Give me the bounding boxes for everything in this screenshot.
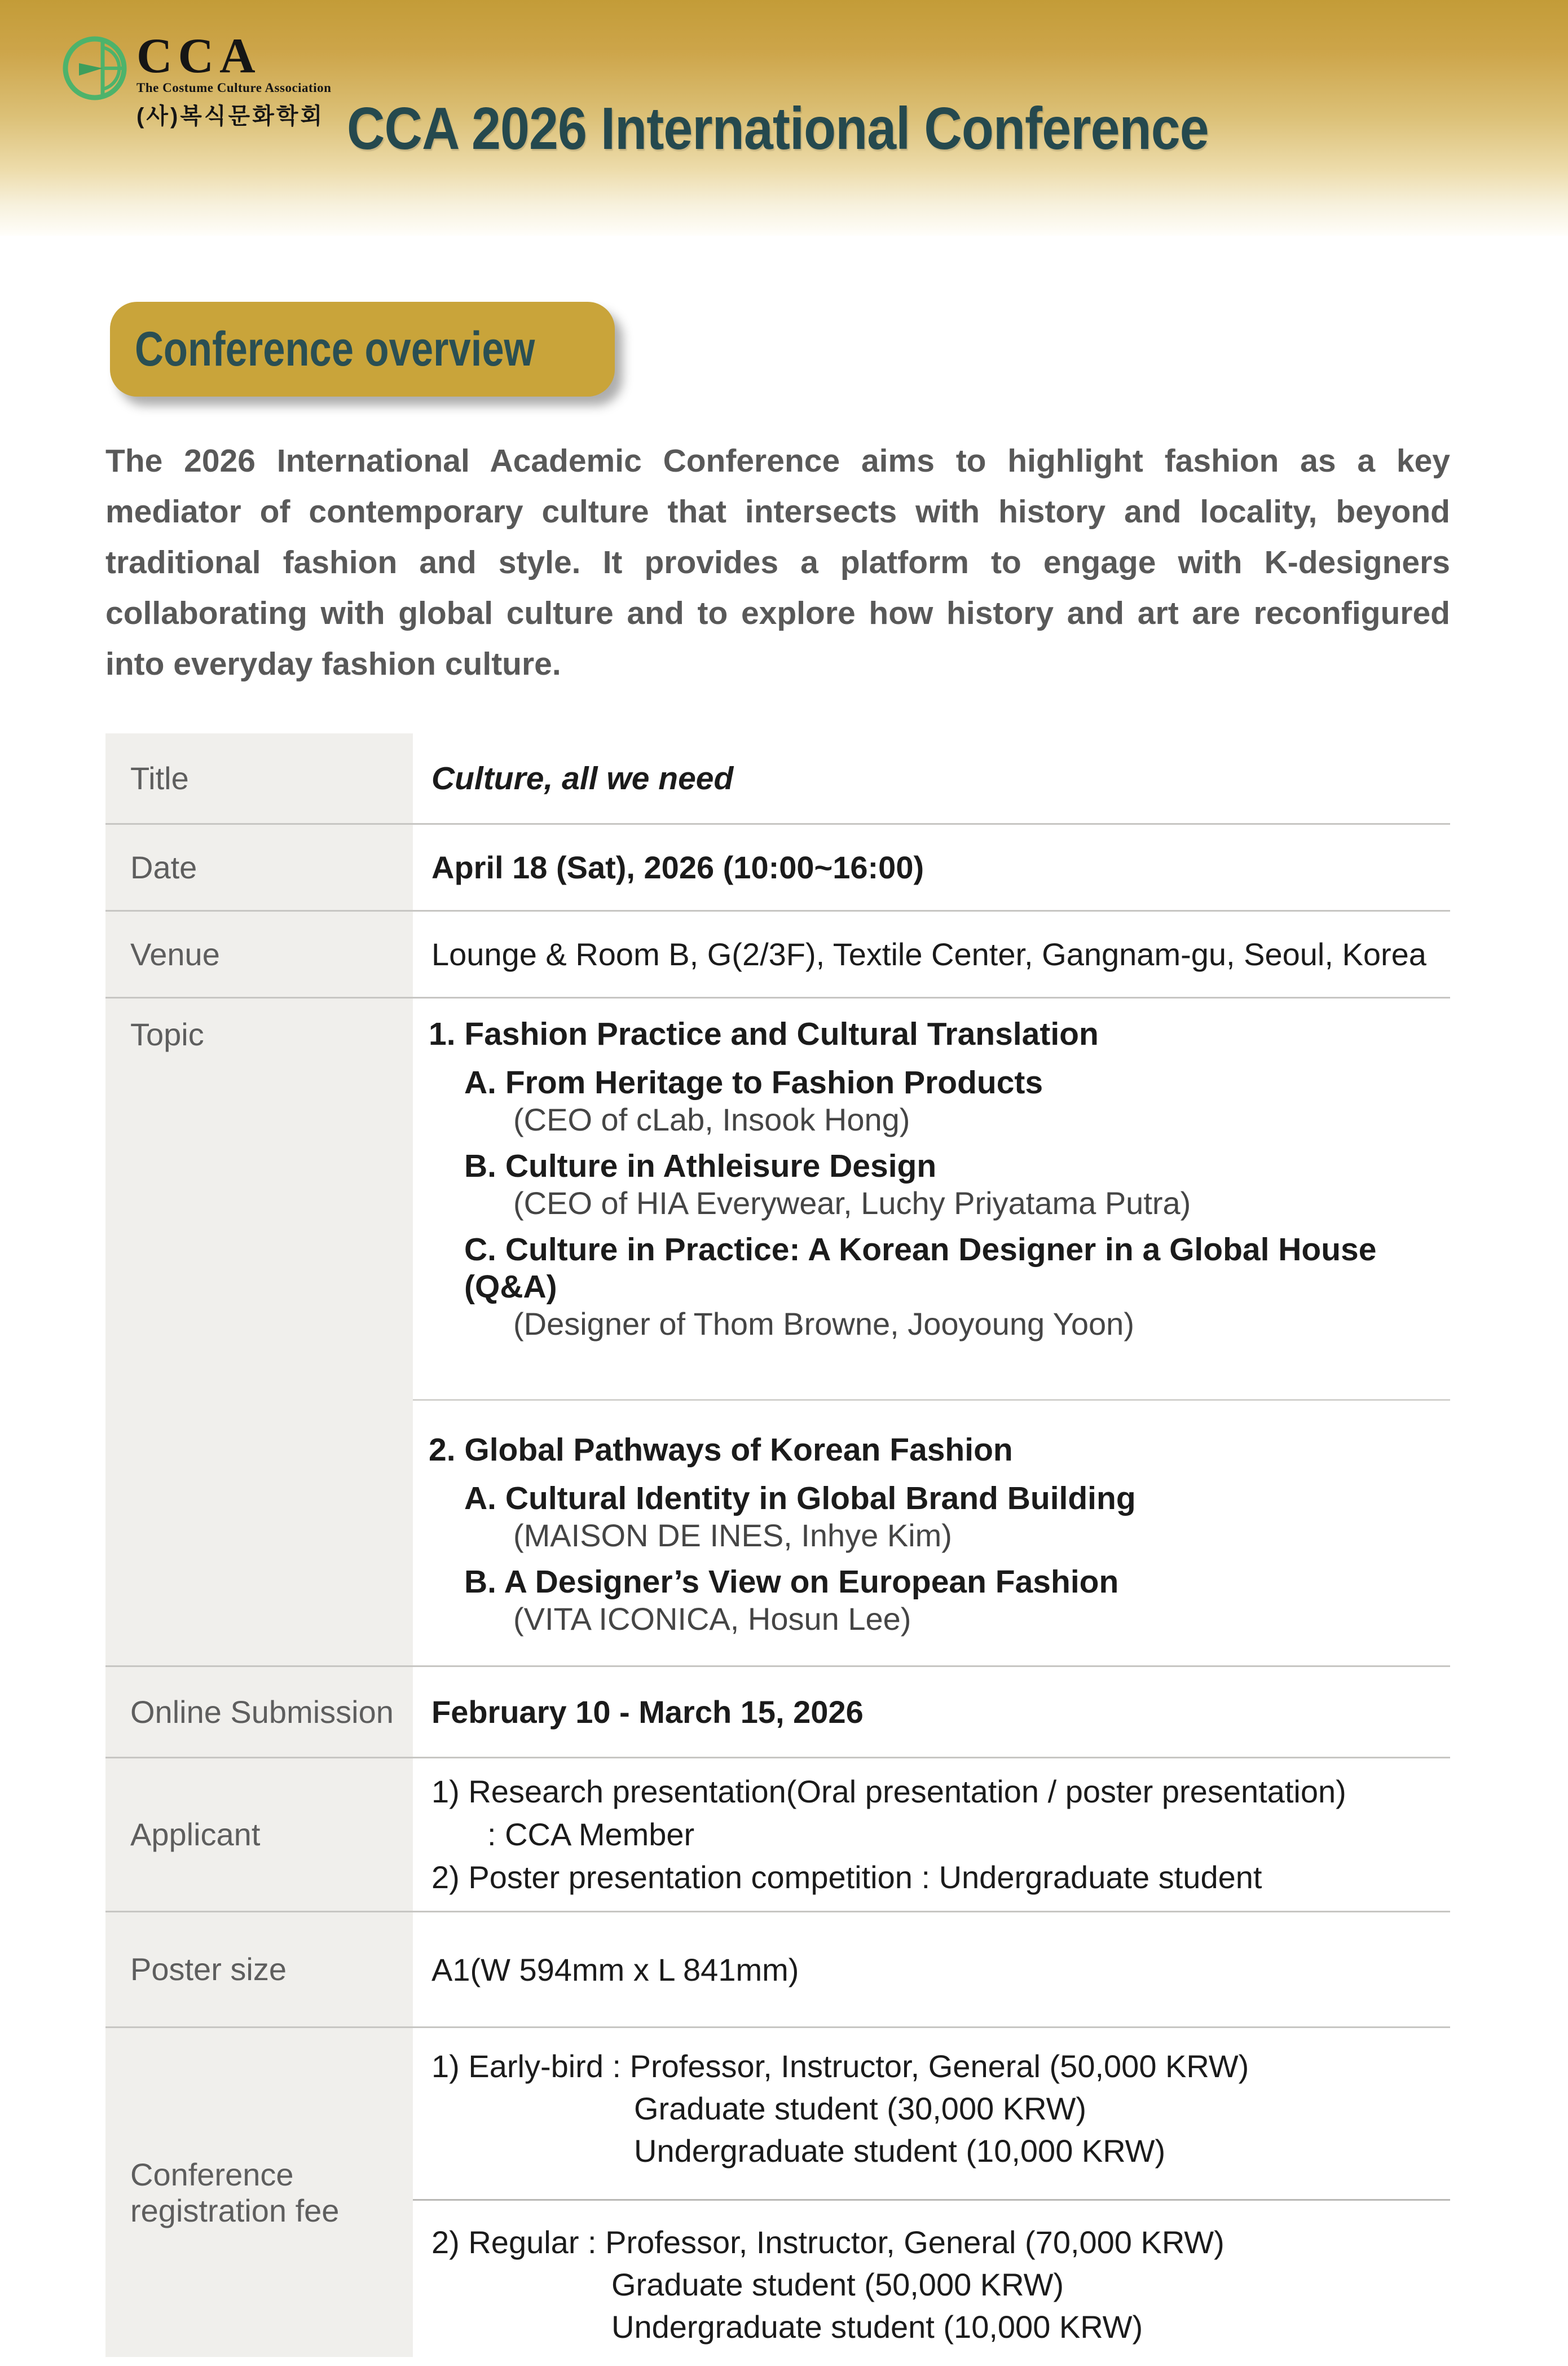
topic-item-title: C. Culture in Practice: A Korean Designer in a Global House (Q&A) (464, 1232, 1377, 1305)
fee-section-divider (413, 2199, 1450, 2201)
row-topic-label: Topic (105, 997, 413, 1665)
fee-regular-line: Undergraduate student (10,000 KRW) (611, 2309, 1143, 2345)
topic-item-speaker: (CEO of cLab, Insook Hong) (513, 1102, 910, 1137)
applicant-line: 2) Poster presentation competition : Undergraduate student (431, 1859, 1262, 1895)
conference-info-table (105, 733, 1450, 2357)
row-online-submission-value-cell (413, 1665, 1450, 1757)
topic-item (413, 1563, 1450, 1638)
topic-section1-heading: 1. Fashion Practice and Cultural Translation (429, 1016, 1099, 1052)
topic-item (413, 1064, 1450, 1138)
online-submission-value: February 10 - March 15, 2026 (431, 1694, 864, 1730)
topic-item (413, 1480, 1450, 1554)
row-date-value-cell (413, 823, 1450, 910)
cca-logo (62, 29, 332, 130)
fee-regular-line: 2) Regular : Professor, Instructor, General (70,000 KRW) (431, 2224, 1225, 2260)
applicant-line: 1) Research presentation(Oral presentation / poster presentation) (431, 1774, 1346, 1809)
fee-early-bird-line: Undergraduate student (10,000 KRW) (634, 2133, 1166, 2169)
row-online-submission-label: Online Submission (105, 1665, 413, 1757)
topic-item (413, 1147, 1450, 1222)
topic-item-title: A. From Heritage to Fashion Products (464, 1065, 1043, 1101)
poster-size-value: A1(W 594mm x L 841mm) (431, 1951, 799, 1987)
topic-section2-heading: 2. Global Pathways of Korean Fashion (429, 1432, 1013, 1468)
topic-item-title: B. Culture in Athleisure Design (464, 1148, 937, 1184)
topic-item-speaker: (Designer of Thom Browne, Jooyoung Yoon) (513, 1306, 1134, 1342)
logo-acronym: CCA (136, 29, 261, 83)
logo-org-name-kr: (사)복식문화학회 (136, 104, 325, 129)
fee-regular-line: Graduate student (50,000 KRW) (611, 2267, 1064, 2302)
row-registration-fee-value-cell (413, 2026, 1450, 2357)
topic-item-speaker: (MAISON DE INES, Inhye Kim) (513, 1518, 952, 1553)
row-poster-size-value-cell (413, 1911, 1450, 2026)
topic-item-speaker: (CEO of HIA Everywear, Luchy Priyatama Putra) (513, 1185, 1191, 1221)
row-applicant-value-cell (413, 1757, 1450, 1911)
topic-item-title: B. A Designer’s View on European Fashion (464, 1564, 1119, 1600)
conference-venue-value: Lounge & Room B, G(2/3F), Textile Center, Gangnam-gu, Seoul, Korea (431, 936, 1426, 972)
section-badge-conference-overview (110, 302, 615, 397)
topic-item (413, 1231, 1450, 1343)
overview-paragraph: The 2026 International Academic Conference aims to highlight fashion as a key mediator of contemporary culture that intersects with history and locality, beyond traditional fashion and style. It provides a platform to engage with K-designers collaborating with global culture and to explore how history and art are reconfigured into everyday fashion culture. (105, 443, 1450, 682)
row-applicant-label: Applicant (105, 1757, 413, 1911)
row-venue-value-cell (413, 910, 1450, 997)
topic-item-speaker: (VITA ICONICA, Hosun Lee) (513, 1601, 911, 1637)
fee-early-bird-line: Graduate student (30,000 KRW) (634, 2091, 1087, 2126)
topic-section-divider (413, 1399, 1450, 1401)
section-badge-label: Conference overview (135, 322, 535, 376)
fee-early-bird-line: 1) Early-bird : Professor, Instructor, General (50,000 KRW) (431, 2048, 1249, 2084)
cca-logo-icon (62, 34, 131, 103)
row-title-value-cell (413, 733, 1450, 823)
header-banner (0, 0, 1568, 236)
conference-title-value: Culture, all we need (431, 760, 734, 797)
topic-item-title: A. Cultural Identity in Global Brand Building (464, 1480, 1136, 1516)
applicant-line: : CCA Member (487, 1817, 695, 1852)
row-date-label: Date (105, 823, 413, 910)
logo-org-name-en: The Costume Culture Association (136, 81, 332, 95)
row-poster-size-label: Poster size (105, 1911, 413, 2026)
row-topic-value-cell (413, 997, 1450, 1665)
conference-date-value: April 18 (Sat), 2026 (10:00~16:00) (431, 850, 924, 885)
logo-text (136, 29, 332, 130)
row-venue-label: Venue (105, 910, 413, 997)
row-title-label: Title (105, 733, 413, 823)
page-title: CCA 2026 International Conference (347, 95, 1209, 162)
row-registration-fee-label: Conference registration fee (105, 2026, 413, 2357)
